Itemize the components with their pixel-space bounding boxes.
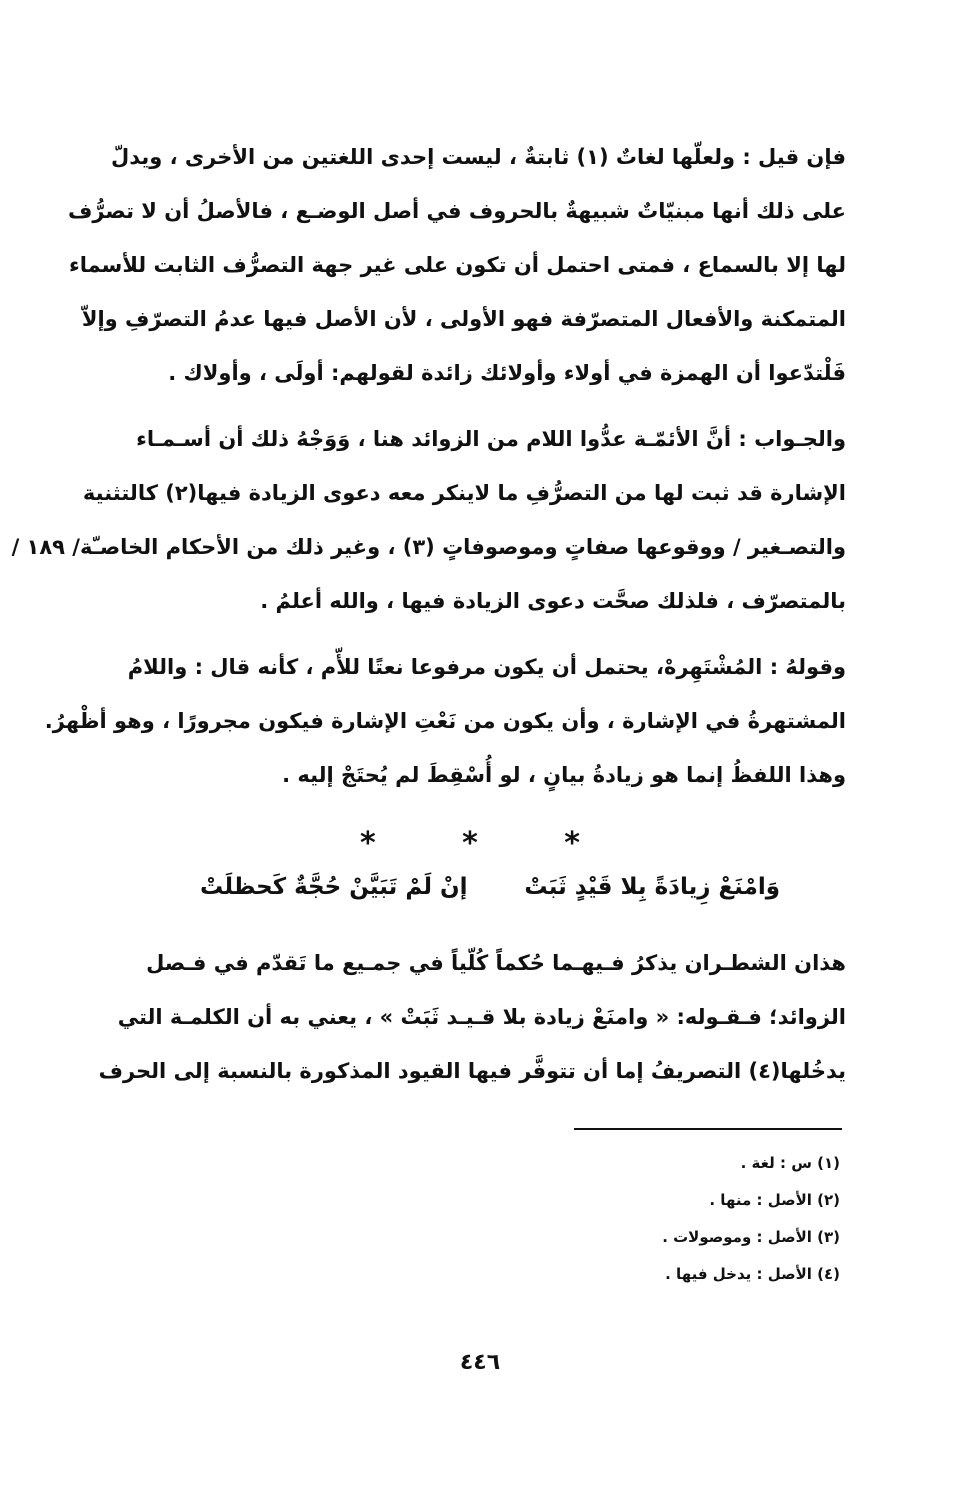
paragraph-answer xyxy=(11,412,846,628)
text-line: فإن قيل : ولعلّها لغاتٌ (١) ثابتةٌ ، ليست إحدى اللغتين من الأخرى ، ويدلّ xyxy=(111,145,846,169)
text-line: الزوائد؛ فـقـوله: « وامنَعْ زيادة بلا قـيـد ثَبَتْ » ، يعني به أن الكلمـة التي xyxy=(117,1005,846,1029)
footnote-separator xyxy=(574,1128,842,1130)
text-line: وهذا اللفظُ إنما هو زيادةُ بيانٍ ، لو أُسْقِطَ لم يُحتَجْ إليه . xyxy=(282,763,846,787)
text-line: هذان الشطـران يذكرُ فـيهـما حُكماً كُلّياً في جمـيع ما تَقدّم في فـصل xyxy=(146,951,846,975)
verse-first-hemistich: وَامْنَعْ زِيادَةً بِلا قَيْدٍ ثَبَتْ xyxy=(524,874,780,900)
text-line: والجـواب : أنَّ الأئمّـة عدُّوا اللام من الزوائد هنا ، وَوَجْهُ ذلك أن أسـمـاء xyxy=(136,427,846,451)
text-line: لها إلا بالسماع ، فمتى احتمل أن تكون على غير جهة التصرُّف الثابت للأسماء xyxy=(68,253,846,277)
page-number: ٤٤٦ xyxy=(459,1350,501,1375)
footnotes xyxy=(500,1145,840,1293)
paragraph-commentary xyxy=(44,640,846,802)
text-line: يدخُلها(٤) التصريفُ إما أن تتوفَّر فيها القيود المذكورة بالنسبة إلى الحرف xyxy=(98,1059,846,1083)
star-mark: * xyxy=(462,826,478,861)
paragraph-objection xyxy=(67,130,846,400)
poem-verse xyxy=(200,874,780,922)
footnote: (٢) الأصل : منها . xyxy=(709,1191,840,1209)
footnote: (٤) الأصل : يدخل فيها . xyxy=(665,1265,840,1283)
section-divider-stars xyxy=(360,826,580,862)
text-line: الإشارة قد ثبت لها من التصرُّفِ ما لاينكر معه دعوى الزيادة فيها(٢) كالتثنية xyxy=(82,481,846,505)
text-line: على ذلك أنها مبنيّاتٌ شبيهةٌ بالحروف في أصل الوضـع ، فالأصلُ أن لا تصرُّف xyxy=(67,199,846,223)
verse-second-hemistich: إنْ لَمْ تَبَيَّنْ حُجَّةٌ كَحظلَتْ xyxy=(200,874,468,900)
text-line: بالمتصرّف ، فلذلك صحَّت دعوى الزيادة فيها ، والله أعلمُ . xyxy=(260,589,846,613)
paragraph-explanation xyxy=(98,936,846,1098)
footnote: (١) س : لغة . xyxy=(740,1154,840,1172)
star-mark: * xyxy=(564,826,580,861)
text-line: والتصـغير / ووقوعها صفاتٍ وموصوفاتٍ (٣) ، وغير ذلك من الأحكام الخاصـّة/ ١٨٩ / xyxy=(11,535,846,559)
footnote: (٣) الأصل : وموصولات . xyxy=(662,1228,840,1246)
text-line: فَلْتدّعوا أن الهمزة في أولاء وأولائك زائدة لقولهم: أولَى ، وأولاك . xyxy=(168,361,846,385)
text-line: المشتهرةُ في الإشارة ، وأن يكون من نَعْتِ الإشارة فيكون مجرورًا ، وهو أظْهرُ. xyxy=(44,709,846,733)
text-line: وقولهُ : المُشْتَهِرهْ، يحتمل أن يكون مرفوعا نعتًا للأّم ، كأنه قال : واللامُ xyxy=(127,655,846,679)
text-line: المتمكنة والأفعال المتصرّفة فهو الأولى ، لأن الأصل فيها عدمُ التصرّفِ وإلاّ xyxy=(81,307,846,331)
star-mark: * xyxy=(360,826,376,861)
